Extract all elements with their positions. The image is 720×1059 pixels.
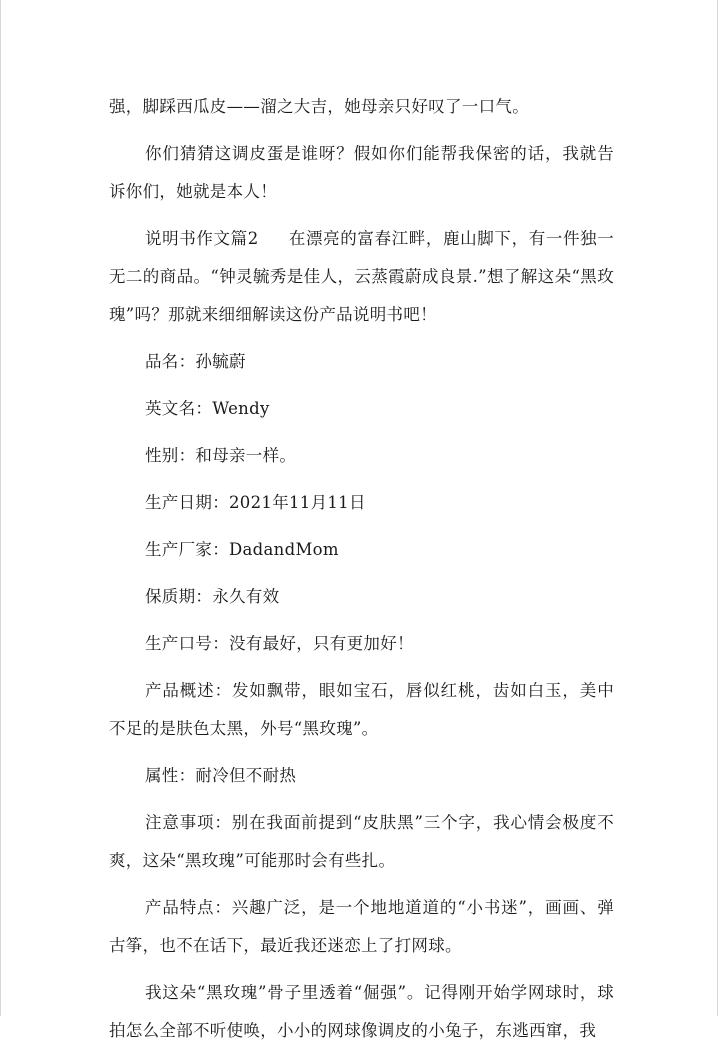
essay-title: 说明书作文篇2 bbox=[145, 229, 259, 248]
paragraph: 品名：孙毓蔚 bbox=[145, 352, 246, 371]
paragraph: 属性：耐冷但不耐热 bbox=[145, 766, 297, 785]
paragraph: 你们猜猜这调皮蛋是谁呀？假如你们能帮我保密的话，我就告诉你们，她就是本人！ bbox=[109, 144, 614, 201]
paragraph: 注意事项：别在我面前提到“皮肤黑”三个字，我心情会极度不爽，这朵“黑玫瑰”可能那时会有些扎。 bbox=[109, 813, 614, 870]
paragraph: 产品特点：兴趣广泛，是一个地地道道的“小书迷”，画画、弹古筝，也不在话下，最近我还迷恋上了打网球。 bbox=[109, 898, 614, 955]
paragraph-with-title bbox=[109, 220, 614, 334]
paragraph: 产品概述：发如飘带，眼如宝石，唇似红桃，齿如白玉，美中不足的是肤色太黑，外号“黑玫瑰”。 bbox=[109, 681, 614, 738]
paragraph: 保质期：永久有效 bbox=[145, 587, 280, 606]
paragraph-text: 在漂亮的富春江畔，鹿山脚下，有一件独一无二的商品。“钟灵毓秀是佳人，云蒸霞蔚成良景.”想了解这朵“黑玫瑰”吗？那就来细细解读这份产品说明书吧！ bbox=[109, 229, 615, 324]
paragraph: 我这朵“黑玫瑰”骨子里透着“倔强”。记得刚开始学网球时，球拍怎么全部不听使唤，小小的网球像调皮的小兔子，东逃西窜，我 bbox=[109, 983, 614, 1040]
paragraph: 生产日期：2021年11月11日 bbox=[145, 493, 366, 512]
paragraph: 强，脚踩西瓜皮——溜之大吉，她母亲只好叹了一口气。 bbox=[109, 97, 529, 116]
paragraph: 英文名：Wendy bbox=[145, 399, 270, 418]
paragraph: 生产口号：没有最好，只有更加好！ bbox=[145, 634, 414, 653]
paragraph: 性别：和母亲一样。 bbox=[145, 446, 297, 465]
paragraph: 生产厂家：DadandMom bbox=[145, 540, 339, 559]
document-body bbox=[109, 88, 614, 1059]
